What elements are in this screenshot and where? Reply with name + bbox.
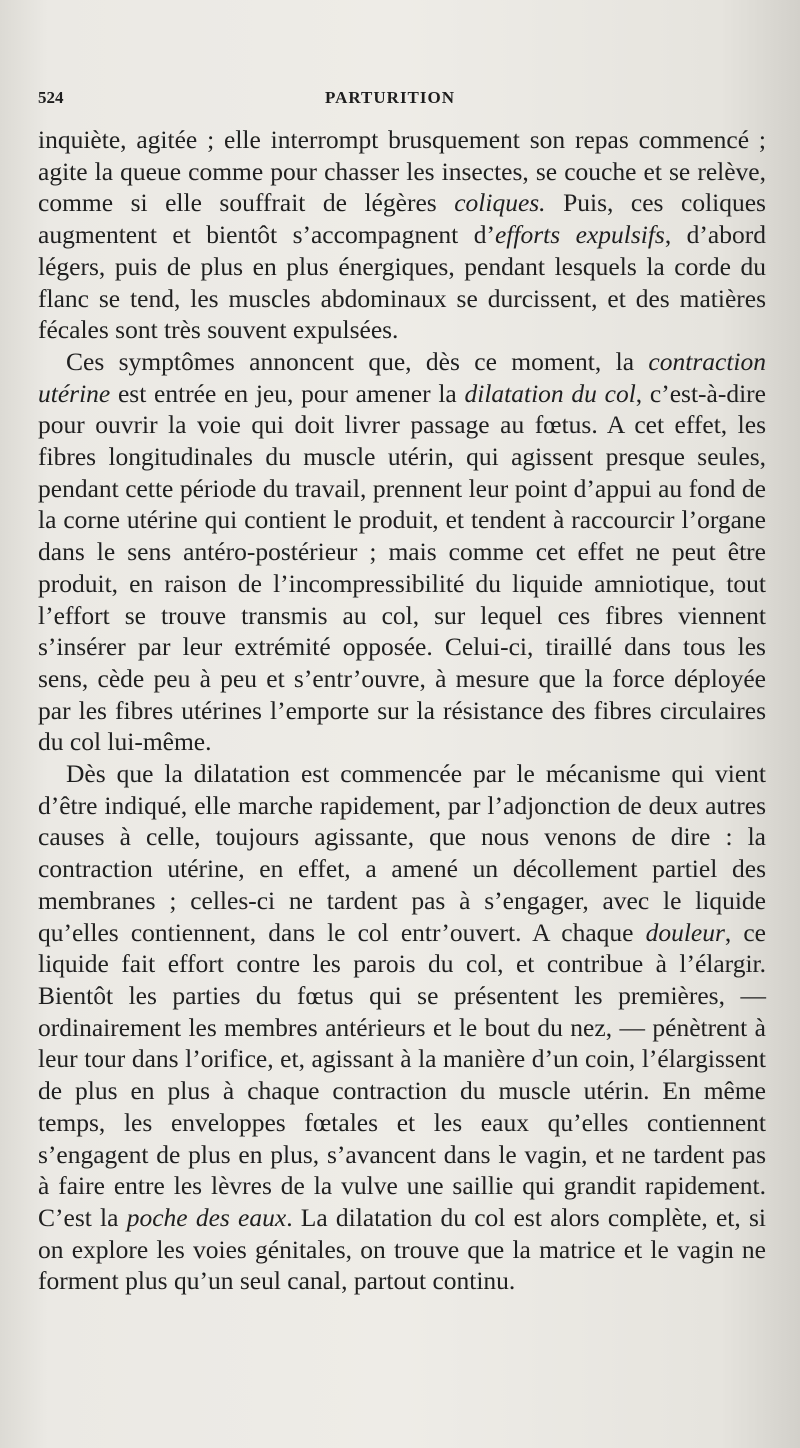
text-run: Puis, ces coliques augmentent et bientôt s’accompagnent d’	[38, 188, 766, 250]
text-run: Dès que la dilatation est commencée par le mécanisme qui vient d’être indiqué, elle marche rapidement, par l’adjonction de deux autres causes à celle, toujours agissante, que nous venons de dire : la contraction utérine, en effet, a amené un décollement partiel des membranes ; celles-ci ne tardent pas à s’engager, avec le liquide qu’elles contiennent, dans le col entr’ouvert. A chaque	[38, 759, 766, 947]
page-header	[38, 88, 742, 112]
italic-text: contraction utérine	[38, 346, 766, 408]
page-number: 524	[38, 88, 64, 107]
paragraph	[38, 346, 766, 758]
paragraph	[38, 758, 766, 1297]
italic-text: poche des eaux	[126, 1202, 287, 1232]
text-run: . La dilatation du col est alors complète, et, si on explore les voies génitales, on trouve que la matrice et le vagin ne forment plus qu’un seul canal, partout continu.	[38, 1202, 767, 1296]
text-run: Ces symptômes annoncent que, dès ce moment, la	[66, 346, 649, 376]
italic-text: douleur	[645, 917, 725, 947]
italic-text: coliques.	[454, 188, 546, 218]
text-run: , c’est-à-dire pour ouvrir la voie qui doit livrer passage au fœtus. A cet effet, les fibres longitudinales du muscle utérin, qui agissent presque seules, pendant cette période du travail, prennent leur point d’appui au fond de la corne utérine qui contient le produit, et tendent à raccourcir l’organe dans le sens antéro-postérieur ; mais comme cet effet ne peut être produit, en raison de l’incompressibilité du liquide amniotique, tout l’effort se trouve transmis au col, sur lequel ces fibres viennent s’insérer par leur extrémité opposée. Celui-ci, tiraillé dans tous les sens, cède peu à peu et s’entr’ouvre, à mesure que la force déployée par les fibres utérines l’emporte sur la résistance des fibres circulaires du col lui-même.	[38, 378, 766, 757]
paragraph	[38, 124, 766, 346]
text-run: , d’abord légers, puis de plus en plus énergiques, pendant lesquels la corde du flanc se tend, les muscles abdominaux se durcissent, et des matières fécales sont très souvent expulsées.	[38, 220, 766, 345]
body-text	[38, 124, 766, 1297]
text-run: est entrée en jeu, pour amener la	[110, 378, 465, 408]
text-run: , ce liquide fait effort contre les parois du col, et contribue à l’élargir. Bientôt les parties du fœtus qui se présentent les premières, — ordinairement les membres antérieurs et le bout du nez, — pénètrent à leur tour dans l’orifice, et, agissant à la manière d’un coin, l’élargissent de plus en plus à chaque contraction du muscle utérin. En même temps, les enveloppes fœtales et les eaux qu’elles contiennent s’engagent de plus en plus, s’avancent dans le vagin, et ne tardent pas à faire entre les lèvres de la vulve une saillie qui grandit rapidement. C’est la	[38, 917, 767, 1232]
running-title: PARTURITION	[324, 88, 456, 107]
italic-text: efforts expulsifs	[494, 220, 665, 250]
italic-text: dilatation du col	[464, 378, 636, 408]
text-run: inquiète, agitée ; elle interrompt brusquement son repas commencé ; agite la queue comme pour chasser les insectes, se couche et se relève, comme si elle souffrait de légères	[38, 125, 766, 218]
